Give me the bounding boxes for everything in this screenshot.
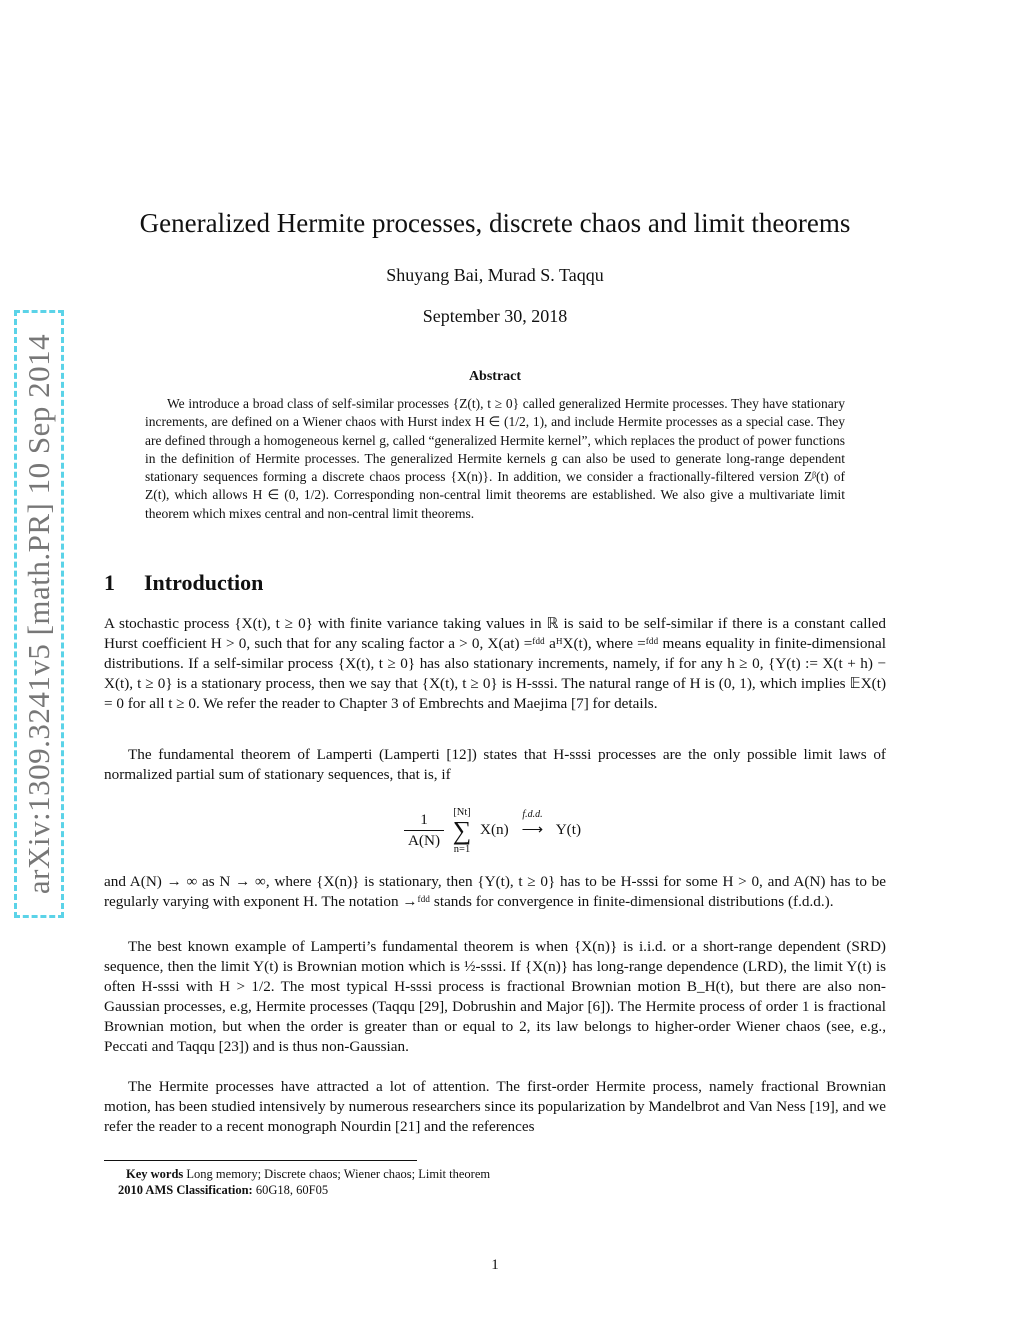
abstract-heading: Abstract [468, 369, 522, 384]
fraction-numerator: 1 [404, 811, 444, 831]
section-number: 1 [104, 570, 115, 595]
keywords-label: Key words [126, 1167, 184, 1181]
equation-fraction [404, 811, 444, 850]
summation [448, 807, 476, 855]
paragraph-3: and A(N) → ∞ as N → ∞, where {X(n)} is stationary, then {Y(t), t ≥ 0} has to be H-sssi for some H > 0, and A(N) has to be regularly varying with exponent H. The notation →ᶠᵈᵈ stands for convergence in finite-dimensional distributions (f.d.d.). [104, 873, 886, 910]
footnote-ams [118, 1183, 328, 1198]
paragraph-4: The best known example of Lamperti’s fundamental theorem is when {X(n)} is i.i.d. or a short-range dependent (SRD) sequence, then the limit Y(t) is Brownian motion which is ½-sssi. If {X(n)} has long-range dependence (LRD), the limit Y(t) is often H-sssi with H > 1/2. The most typical H-sssi process is fractional Brownian motion B_H(t), but there are also non-Gaussian processes, e.g, Hermite processes (Taqqu [29], Dobrushin and Major [6]). The Hermite process of order 1 is fractional Brownian motion, but when the order is greater than or equal to 2, its law belongs to higher-order Wiener chaos (see, e.g., Peccati and Taqqu [23]) and is thus non-Gaussian. [104, 938, 886, 1055]
paragraph-2: The fundamental theorem of Lamperti (Lamperti [12]) states that H-sssi processes are the only possible limit laws of normalized partial sum of stationary sequences, that is, if [104, 746, 886, 783]
abstract-body: We introduce a broad class of self-similar processes {Z(t), t ≥ 0} called generalized Hermite processes. They have stationary increments, are defined on a Wiener chaos with Hurst index H ∈ (1/2, 1), and include Hermite processes as a special case. They are defined through a homogeneous kernel g, called “generalized Hermite kernel”, which replaces the product of power functions in the definition of Hermite processes. The generalized Hermite kernels g can also be used to generate long-range dependent stationary sequences forming a discrete chaos process {X(n)}. In addition, we consider a fractionally-filtered version Zᵝ(t) of Z(t), which allows H ∈ (0, 1/2). Corresponding non-central limit theorems are established. We also give a multivariate limit theorem which mixes central and non-central limit theorems. [145, 396, 845, 521]
sum-symbol: ∑ [452, 816, 472, 845]
fraction-denominator: A(N) [407, 832, 441, 849]
paper-title: Generalized Hermite processes, discrete chaos and limit theorems [139, 208, 851, 238]
paper-authors: Shuyang Bai, Murad S. Taqqu [386, 265, 604, 285]
sum-lower-limit: n=1 [453, 844, 471, 855]
footnote-divider [104, 1160, 417, 1161]
convergence-arrow: ⟶ [521, 821, 544, 838]
equation-tail [480, 809, 582, 839]
sum-upper-limit: [Nt] [453, 807, 471, 818]
arxiv-sidebar-stamp [14, 310, 64, 918]
footnote-keywords [126, 1167, 490, 1182]
paragraph-5: The Hermite processes have attracted a lot of attention. The first-order Hermite process, namely fractional Brownian motion, has been studied intensively by numerous researchers since its popularization by Mandelbrot and Van Ness [19], and we refer the reader to a recent monograph Nourdin [21] and the references [104, 1078, 886, 1135]
arxiv-identifier: arXiv:1309.3241v5 [math.PR] 10 Sep 2014 [21, 333, 56, 895]
keywords-text: Long memory; Discrete chaos; Wiener chaos; Limit theorem [186, 1167, 491, 1181]
display-equation [404, 803, 604, 859]
ams-text: 60G18, 60F05 [255, 1183, 329, 1197]
ams-label: 2010 AMS Classification: [118, 1183, 253, 1197]
summand: X(n) [480, 821, 509, 838]
section-heading [104, 570, 263, 596]
limit-process: Y(t) [555, 821, 582, 838]
page-number: 1 [491, 1257, 499, 1273]
arrow-label: f.d.d. [522, 809, 543, 820]
paragraph-1: A stochastic process {X(t), t ≥ 0} with finite variance taking values in ℝ is said to be self-similar if there is a constant called Hurst coefficient H > 0, such that for any scaling factor a > 0, X(at) =ᶠᵈᵈ aᴴX(t), where =ᶠᵈᵈ means equality in finite-dimensional distributions. If a self-similar process {X(t), t ≥ 0} has also stationary increments, namely, if for any h ≥ 0, {Y(t) := X(t + h) − X(t), t ≥ 0} is a stationary process, then we say that {X(t), t ≥ 0} is H-sssi. The natural range of H is (0, 1), which implies 𝔼X(t) = 0 for all t ≥ 0. We refer the reader to Chapter 3 of Embrechts and Maejima [7] for details. [104, 615, 886, 712]
paper-date: September 30, 2018 [422, 306, 568, 326]
section-title: Introduction [144, 570, 264, 595]
